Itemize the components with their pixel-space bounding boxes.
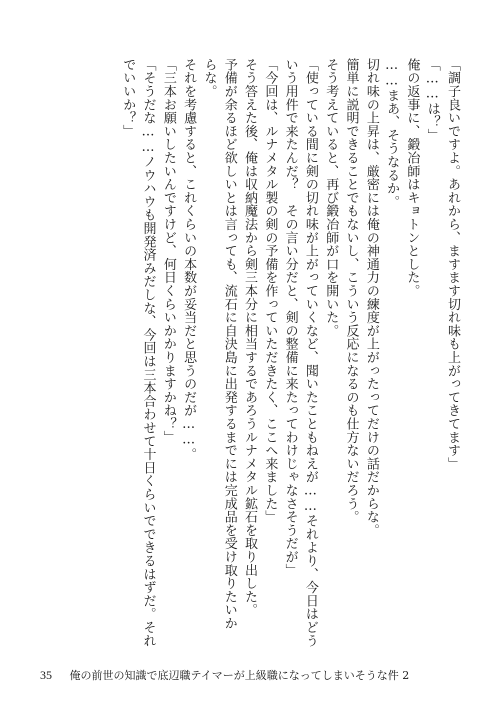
- book-title: 俺の前世の知識で底辺職テイマーが上級職になってしまいそうな件 2: [69, 669, 410, 682]
- text-line: 「今回は、ルナメタル製の剣の予備を作っていただきたく、ここへ来ました」: [262, 58, 278, 524]
- text-line: そう答えた後、俺は収納魔法から剣三本分に相当するであろうルナメタル鉱石を取り出した。: [242, 58, 258, 617]
- text-line: 「……は？」: [424, 58, 440, 142]
- text-line: 「調子良いですよ。あれから、ますます切れ味も上がってきてます」: [445, 58, 460, 471]
- text-line: でいいか？」: [120, 58, 136, 138]
- text-line: いう用件で来たんだ？ その言い分だと、剣の整備に来たってわけじゃなさそうだが」: [282, 58, 298, 577]
- text-line: 「そうだな……ノウハウも開発済みだしな、今回は三本合わせて十日くらいでできるはずだ。それ: [140, 58, 156, 648]
- text-line: 俺の返事に、鍛冶師はキョトンとした。: [404, 58, 420, 298]
- text-line: 切れ味の上昇は、厳密には俺の神通力の練度が上がったってだけの話だからな。: [363, 58, 379, 537]
- text-line: そう考えていると、再び鍛冶師が口を開いた。: [323, 58, 339, 338]
- vertical-text-body: [40, 58, 462, 648]
- page-number: 35: [40, 668, 52, 682]
- text-line: 予備が余るほど欲しいとは言っても、流石に自決島に出発するまでには完成品を受け取りたいか: [221, 58, 237, 630]
- text-line: それを考慮すると、これくらいの本数が妥当だと思うのだが……。: [181, 58, 197, 461]
- text-line: 「使っている間に剣の切れ味が上がっていくなど、聞いたこともねえが……それより、今日はどう: [302, 58, 318, 648]
- text-line: らな。: [201, 58, 217, 98]
- text-line: 「三本お願いしたいんですけど、何日くらいかかりますかね？」: [160, 58, 176, 444]
- page-footer: [40, 668, 409, 683]
- text-line: 簡単に説明できることでもないし、こういう反応になるのも仕方ないだろう。: [343, 58, 359, 524]
- text-line: ……まあ、そうなるか。: [384, 58, 400, 209]
